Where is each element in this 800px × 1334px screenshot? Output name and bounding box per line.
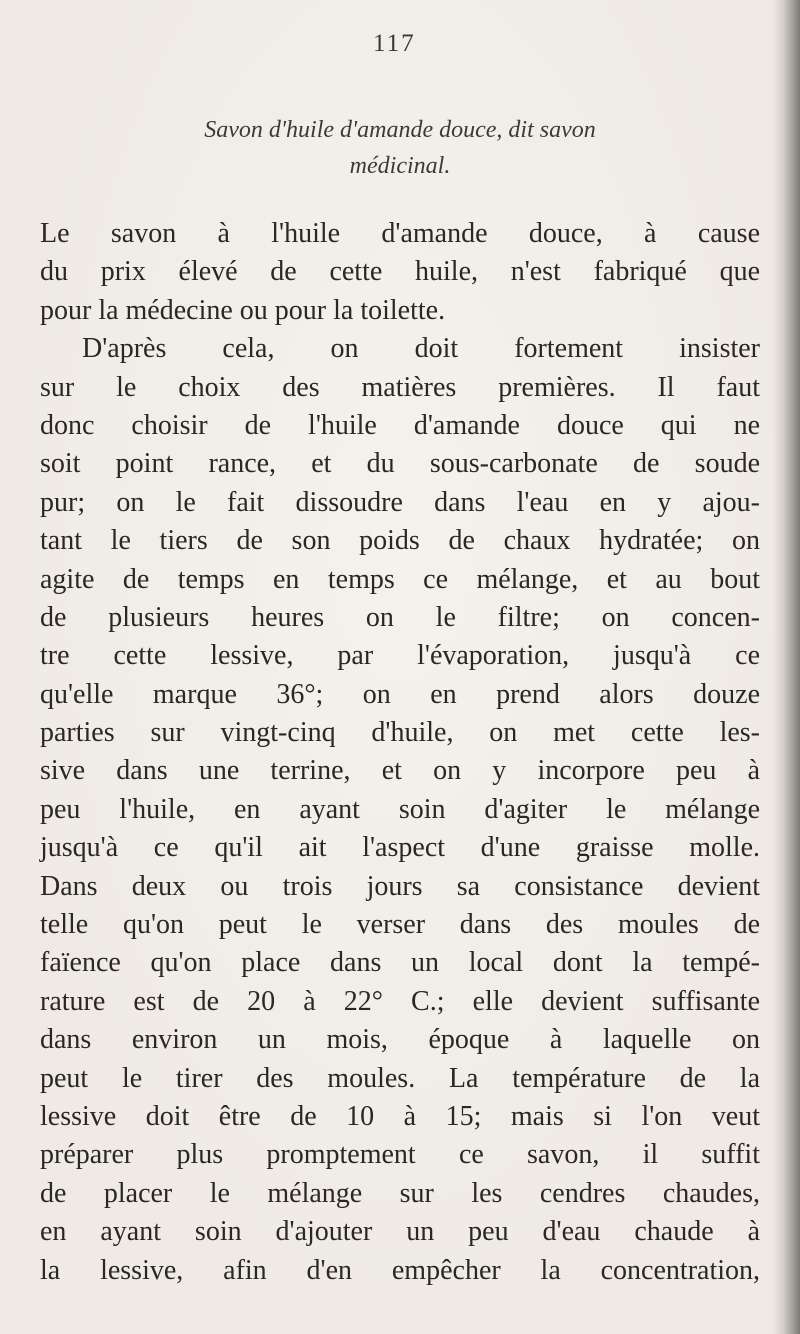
- text-line: du prix élevé de cette huile, n'est fabriqué que: [40, 256, 760, 288]
- text-line: telle qu'on peut le verser dans des moules de: [40, 909, 760, 941]
- text-line: soit point rance, et du sous-carbonate de soude: [40, 448, 760, 480]
- text-line: Dans deux ou trois jours sa consistance devient: [40, 870, 760, 902]
- text-line: préparer plus promptement ce savon, il suffit: [40, 1139, 760, 1171]
- text-line: peu l'huile, en ayant soin d'agiter le mélange: [40, 793, 760, 825]
- text-line: la lessive, afin d'en empêcher la concentration,: [40, 1254, 760, 1286]
- text-line: D'après cela, on doit fortement insister: [82, 333, 760, 365]
- text-line: en ayant soin d'ajouter un peu d'eau chaude à: [40, 1216, 760, 1248]
- text-line: agite de temps en temps ce mélange, et au bout: [40, 563, 760, 595]
- section-heading: [80, 112, 720, 184]
- text-line: sur le choix des matières premières. Il faut: [40, 371, 760, 403]
- page-number: 117: [373, 30, 416, 57]
- text-line: peut le tirer des moules. La température de la: [40, 1062, 760, 1094]
- text-line: sive dans une terrine, et on y incorpore peu à: [40, 755, 760, 787]
- text-line: pur; on le fait dissoudre dans l'eau en y ajou-: [40, 486, 760, 518]
- text-line: rature est de 20 à 22° C.; elle devient suffisante: [40, 985, 760, 1017]
- text-line: de placer le mélange sur les cendres chaudes,: [40, 1177, 760, 1209]
- text-line: faïence qu'on place dans un local dont la tempé-: [40, 947, 760, 979]
- text-line: dans environ un mois, époque à laquelle on: [40, 1024, 760, 1056]
- text-line: de plusieurs heures on le filtre; on concen-: [40, 601, 760, 633]
- heading-line: Savon d'huile d'amande douce, dit savon: [204, 117, 596, 143]
- text-line: tre cette lessive, par l'évaporation, jusqu'à ce: [40, 640, 760, 672]
- text-line: qu'elle marque 36°; on en prend alors douze: [40, 678, 760, 710]
- page-edge-shadow: [772, 0, 800, 1334]
- text-line: jusqu'à ce qu'il ait l'aspect d'une graisse molle.: [40, 832, 760, 864]
- text-line: tant le tiers de son poids de chaux hydratée; on: [40, 525, 760, 557]
- heading-line: médicinal.: [349, 153, 451, 179]
- text-line: Le savon à l'huile d'amande douce, à cause: [40, 218, 760, 249]
- text-line: lessive doit être de 10 à 15; mais si l'on veut: [40, 1100, 760, 1132]
- text-line: pour la médecine ou pour la toilette.: [40, 294, 446, 326]
- text-line: donc choisir de l'huile d'amande douce qui ne: [40, 409, 760, 441]
- body-paragraphs: [40, 215, 760, 1290]
- text-line: parties sur vingt-cinq d'huile, on met cette les-: [40, 717, 760, 749]
